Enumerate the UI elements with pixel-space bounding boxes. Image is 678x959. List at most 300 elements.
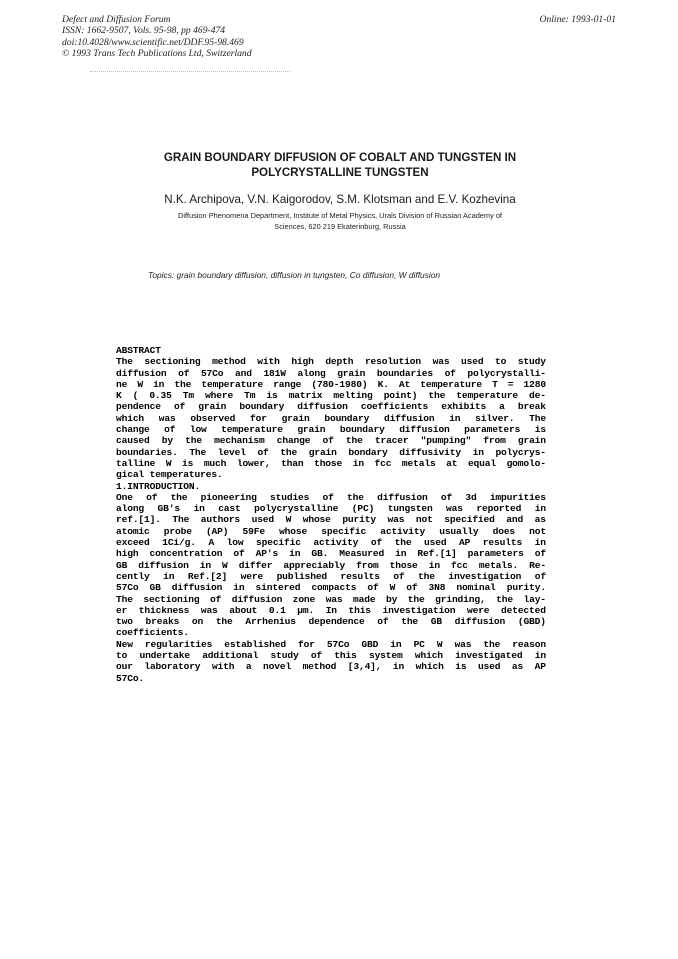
body-word: of bbox=[209, 593, 222, 605]
body-word: impurities bbox=[489, 491, 546, 503]
body-word: our bbox=[116, 661, 133, 673]
body-word: activity bbox=[380, 525, 426, 537]
body-word: as bbox=[534, 514, 546, 526]
body-word: not bbox=[415, 514, 433, 526]
body-word: of bbox=[322, 435, 334, 447]
body-word: Ref.[1] bbox=[417, 548, 457, 560]
body-word: the bbox=[280, 446, 298, 458]
body-word: metals. bbox=[478, 559, 519, 571]
body-word: of bbox=[377, 616, 389, 628]
body-word: study bbox=[517, 356, 546, 368]
body-word: of bbox=[146, 491, 158, 503]
body-word: along bbox=[297, 367, 326, 379]
body-word: the bbox=[418, 570, 435, 582]
body-word: Tm bbox=[182, 390, 195, 402]
body-word: in bbox=[153, 378, 165, 390]
body-word: coefficients bbox=[360, 401, 429, 413]
body-word: of bbox=[178, 367, 190, 379]
body-word: temperatures. bbox=[149, 469, 223, 481]
body-word: A bbox=[208, 537, 215, 549]
title-line: GRAIN BOUNDARY DIFFUSION OF COBALT AND TUNGSTEN IN bbox=[163, 151, 517, 164]
body-word: fcc bbox=[450, 559, 468, 571]
body-word: pendence bbox=[116, 401, 161, 413]
body-word: of bbox=[444, 367, 456, 379]
body-word: is bbox=[182, 457, 194, 469]
body-word: investigated bbox=[455, 650, 523, 662]
body-word: lower, bbox=[236, 457, 271, 469]
body-word: metals bbox=[401, 457, 436, 469]
body-word: in bbox=[534, 650, 546, 662]
body-word: high bbox=[291, 356, 314, 368]
body-line bbox=[116, 537, 546, 548]
body-word: fcc bbox=[374, 457, 392, 469]
body-line bbox=[116, 469, 546, 480]
body-word: 57Co bbox=[200, 367, 224, 379]
body-word: polycrystalli- bbox=[467, 367, 546, 379]
body-word: whose bbox=[302, 514, 331, 526]
body-word: diffusion bbox=[383, 412, 435, 424]
body-word: Arrhenius bbox=[245, 616, 296, 628]
scan-artifact bbox=[90, 71, 290, 76]
body-word: resolution bbox=[364, 356, 422, 368]
body-line bbox=[116, 492, 546, 503]
body-word: temperature bbox=[221, 424, 283, 436]
body-word: used bbox=[477, 661, 501, 673]
body-word: established bbox=[224, 638, 286, 650]
body-word: boundary bbox=[339, 424, 385, 436]
body-word: ne bbox=[116, 378, 128, 390]
body-word: by bbox=[161, 435, 174, 447]
body-word: of bbox=[534, 548, 546, 560]
body-word: Ref.[2] bbox=[187, 570, 228, 582]
body-word: 0.35 bbox=[149, 390, 172, 402]
body-word: were bbox=[240, 570, 264, 582]
body-word: 0.1 bbox=[268, 604, 286, 616]
body-line bbox=[116, 661, 546, 672]
body-word: W bbox=[137, 378, 143, 390]
body-word: level bbox=[217, 446, 246, 458]
topics-line: Topics: grain boundary diffusion, diffusion in tungsten, Co diffusion, W diffusion bbox=[148, 270, 441, 280]
body-word: of bbox=[534, 570, 546, 582]
body-word: ( bbox=[132, 390, 139, 402]
body-word: made bbox=[353, 593, 376, 605]
body-word: The bbox=[116, 593, 133, 605]
body-word: activity bbox=[313, 537, 359, 549]
body-word: W bbox=[436, 638, 443, 650]
body-word: compacts bbox=[311, 582, 357, 594]
body-word: with bbox=[211, 661, 235, 673]
body-word: the bbox=[401, 616, 419, 628]
body-line bbox=[116, 413, 546, 424]
body-word: gomolo- bbox=[506, 457, 546, 469]
body-word: of bbox=[310, 650, 323, 662]
body-word: the bbox=[428, 390, 446, 402]
body-word: investigation bbox=[382, 604, 456, 616]
body-word: boundaries bbox=[376, 367, 433, 379]
body-word: 57Co bbox=[326, 638, 350, 650]
body-word: thickness bbox=[138, 604, 190, 616]
body-word: polycrys- bbox=[495, 446, 546, 458]
body-line bbox=[116, 571, 546, 582]
body-word: along bbox=[116, 503, 145, 515]
body-word: GB bbox=[149, 582, 161, 594]
body-word: de- bbox=[529, 390, 546, 402]
body-word: sintered bbox=[255, 582, 301, 594]
body-word: method bbox=[212, 356, 246, 368]
body-word: was bbox=[325, 593, 343, 605]
body-line bbox=[116, 401, 546, 412]
body-word: by bbox=[386, 593, 398, 605]
affiliation-line: Diffusion Phenomena Department, Institute of Metal Physics, Urals Division of Russian Academy of bbox=[178, 211, 502, 220]
body-word: specific bbox=[321, 525, 367, 537]
body-word: usually bbox=[439, 525, 479, 537]
body-word: of bbox=[173, 401, 186, 413]
body-word: high bbox=[116, 548, 139, 560]
body-word: in bbox=[472, 446, 484, 458]
body-word: for bbox=[249, 412, 267, 424]
body-word: The bbox=[189, 446, 207, 458]
body-word: GB's bbox=[157, 503, 180, 515]
body-word: and bbox=[506, 514, 524, 526]
author-list: N.K. Archipova, V.N. Kaigorodov, S.M. Klotsman and E.V. Kozhevina bbox=[164, 193, 516, 206]
body-word: sectioning bbox=[144, 356, 201, 368]
body-word: zone bbox=[292, 593, 316, 605]
body-word: 1280 bbox=[523, 378, 546, 390]
body-word: were bbox=[466, 604, 490, 616]
body-word: the bbox=[345, 435, 363, 447]
copyright-line: © 1993 Trans Tech Publications Ltd, Switzerland bbox=[62, 48, 252, 60]
body-word: was bbox=[387, 514, 405, 526]
body-word: coefficients. bbox=[116, 627, 189, 639]
body-word: investigation bbox=[448, 570, 522, 582]
body-word: is bbox=[266, 390, 278, 402]
body-word: (PC) bbox=[351, 503, 375, 515]
body-word: "pumping" bbox=[420, 435, 472, 447]
body-word: Re- bbox=[529, 559, 546, 571]
body-word: specific bbox=[256, 537, 301, 549]
body-word: not bbox=[529, 525, 546, 537]
body-word: regularities bbox=[144, 638, 213, 650]
body-word: 59Fe bbox=[242, 525, 265, 537]
body-line bbox=[116, 639, 546, 650]
body-word: in bbox=[163, 570, 175, 582]
body-line bbox=[116, 447, 546, 458]
body-line bbox=[116, 390, 546, 401]
body-word: mechanism bbox=[214, 435, 265, 447]
body-word: the bbox=[483, 638, 501, 650]
body-word: K bbox=[116, 390, 122, 402]
body-word: polycrystalline bbox=[254, 503, 339, 515]
body-text bbox=[116, 345, 546, 684]
body-word: diffusivity bbox=[399, 446, 461, 458]
body-word: atomic bbox=[116, 525, 150, 537]
body-word: K. bbox=[377, 378, 389, 390]
body-word: of bbox=[322, 491, 334, 503]
body-word: study bbox=[270, 650, 299, 662]
body-word: diffusion bbox=[138, 559, 189, 571]
body-word: boundary bbox=[239, 401, 285, 413]
body-word: the bbox=[347, 491, 364, 503]
body-word: range bbox=[273, 378, 302, 390]
body-line bbox=[116, 379, 546, 390]
affiliation bbox=[118, 210, 562, 232]
body-word: low bbox=[226, 537, 244, 549]
online-date: Online: 1993-01-01 bbox=[539, 14, 616, 25]
body-word: 181W bbox=[263, 367, 286, 379]
body-word: in bbox=[395, 548, 407, 560]
body-word: of bbox=[393, 570, 405, 582]
body-word: of bbox=[370, 537, 383, 549]
body-word: PC bbox=[413, 638, 425, 650]
body-word: purity. bbox=[506, 582, 546, 594]
body-word: GB bbox=[430, 616, 442, 628]
body-word: purity bbox=[342, 514, 376, 526]
body-word: lay- bbox=[523, 593, 546, 605]
body-word: was bbox=[200, 604, 218, 616]
body-word: W bbox=[389, 582, 396, 594]
body-word: specified bbox=[444, 514, 495, 526]
body-word: reported bbox=[476, 503, 522, 515]
body-word: the bbox=[185, 435, 202, 447]
body-word: is bbox=[534, 424, 546, 436]
body-word: was bbox=[432, 356, 450, 368]
body-word: diffusion bbox=[171, 582, 223, 594]
body-word: for bbox=[298, 638, 315, 650]
body-word: at bbox=[446, 457, 458, 469]
issn-line: ISSN: 1662-9507, Vols. 95-98, pp 469-474 bbox=[62, 25, 226, 37]
body-word: of bbox=[406, 582, 418, 594]
body-word: in bbox=[199, 559, 211, 571]
body-word: in bbox=[352, 457, 364, 469]
body-word: was bbox=[158, 412, 176, 424]
body-word: grain bbox=[337, 367, 366, 379]
body-word: (780-1980) bbox=[311, 378, 368, 390]
body-word: point) bbox=[383, 390, 418, 402]
paper-title bbox=[110, 150, 570, 180]
body-word: the bbox=[174, 378, 192, 390]
journal-header bbox=[62, 14, 252, 60]
body-word: in bbox=[428, 559, 440, 571]
body-word: observed bbox=[190, 412, 236, 424]
body-word: One bbox=[116, 491, 133, 503]
affiliation-line: Sciences, 620 219 Ekaterinburg, Russia bbox=[274, 222, 406, 231]
body-word: novel bbox=[263, 661, 292, 673]
body-word: a bbox=[499, 401, 505, 413]
body-word: diffusion bbox=[454, 616, 506, 628]
body-word: boundaries. bbox=[116, 446, 178, 458]
body-line bbox=[116, 627, 546, 638]
title-line: POLYCRYSTALLINE TUNGSTEN bbox=[251, 166, 429, 179]
body-word: grain bbox=[517, 435, 546, 447]
body-word: does bbox=[492, 525, 516, 537]
body-word: grinding, bbox=[435, 593, 486, 605]
body-word: as bbox=[511, 661, 524, 673]
body-word: in bbox=[534, 503, 546, 515]
body-word: this bbox=[334, 650, 357, 662]
body-word: GB. bbox=[311, 548, 329, 560]
body-word: cast bbox=[218, 503, 241, 515]
body-word: 1Ci/g. bbox=[162, 537, 196, 549]
body-word: is bbox=[455, 661, 467, 673]
body-word: New bbox=[116, 638, 133, 650]
body-word: (AP) bbox=[205, 525, 229, 537]
body-word: of bbox=[440, 491, 453, 503]
body-word: whose bbox=[279, 525, 308, 537]
body-word: than bbox=[281, 457, 304, 469]
body-line bbox=[116, 616, 546, 627]
body-word: The bbox=[116, 356, 133, 368]
body-word: melting bbox=[333, 390, 373, 402]
body-word: a bbox=[245, 661, 252, 673]
body-word: temperature bbox=[201, 378, 264, 390]
body-word: to bbox=[116, 650, 128, 662]
body-word: The bbox=[529, 412, 546, 424]
body-word: method bbox=[302, 661, 337, 673]
body-word: from bbox=[483, 435, 506, 447]
body-word: published bbox=[276, 570, 328, 582]
body-word: parameters bbox=[467, 548, 524, 560]
body-word: grain bbox=[198, 401, 227, 413]
body-word: matrix bbox=[288, 390, 323, 402]
body-word: boundary bbox=[324, 412, 370, 424]
body-word: grain bbox=[297, 424, 326, 436]
body-word: W bbox=[222, 559, 228, 571]
body-line bbox=[116, 514, 546, 525]
body-word: diffusion bbox=[297, 401, 348, 413]
body-line bbox=[116, 526, 546, 537]
body-word: dependence bbox=[308, 616, 365, 628]
body-word: was bbox=[446, 503, 463, 515]
body-word: change bbox=[276, 435, 311, 447]
body-word: exhibits bbox=[441, 401, 487, 413]
body-word: 1.INTRODUCTION. bbox=[116, 480, 201, 492]
journal-name: Defect and Diffusion Forum bbox=[62, 14, 171, 25]
body-word: those bbox=[389, 559, 418, 571]
body-word: differ bbox=[238, 559, 273, 571]
body-word: reason bbox=[512, 638, 546, 650]
body-word: diffusion bbox=[399, 424, 450, 436]
body-word: in bbox=[392, 661, 405, 673]
body-word: (GBD) bbox=[517, 616, 546, 628]
body-word: undertake bbox=[139, 650, 190, 662]
body-word: break bbox=[517, 401, 546, 413]
body-word: 57Co bbox=[116, 582, 139, 594]
body-word: tracer bbox=[374, 435, 409, 447]
body-word: W bbox=[285, 514, 292, 526]
body-line bbox=[116, 424, 546, 435]
body-word: probe bbox=[163, 525, 192, 537]
body-word: of bbox=[164, 424, 176, 436]
body-word: change bbox=[116, 424, 150, 436]
body-word: about bbox=[229, 604, 258, 616]
body-word: At bbox=[398, 378, 411, 390]
body-word: detected bbox=[501, 604, 546, 616]
body-word: in bbox=[449, 412, 461, 424]
body-word: er bbox=[116, 604, 128, 616]
body-line bbox=[116, 481, 546, 492]
body-line bbox=[116, 548, 546, 559]
body-word: laboratory bbox=[144, 661, 201, 673]
body-word: two bbox=[116, 616, 133, 628]
body-word: the bbox=[215, 616, 233, 628]
body-word: exceed bbox=[116, 537, 150, 549]
body-line bbox=[116, 345, 546, 356]
body-word: AP's bbox=[255, 548, 279, 560]
body-line bbox=[116, 560, 546, 571]
body-word: grain bbox=[308, 446, 337, 458]
body-word: gical bbox=[116, 469, 150, 481]
body-line bbox=[116, 582, 546, 593]
body-word: µm. bbox=[297, 604, 315, 616]
body-word: W bbox=[165, 457, 172, 469]
body-line bbox=[116, 673, 546, 684]
body-word: Tm bbox=[244, 390, 256, 402]
body-word: in bbox=[193, 503, 205, 515]
body-word: which bbox=[414, 650, 443, 662]
body-word: T bbox=[492, 378, 498, 390]
body-word: of bbox=[233, 548, 245, 560]
body-word: authors bbox=[200, 514, 241, 526]
body-line bbox=[116, 650, 546, 661]
body-word: diffusion bbox=[377, 491, 428, 503]
body-word: to bbox=[495, 356, 507, 368]
body-word: which bbox=[415, 661, 444, 673]
body-word: with bbox=[257, 356, 280, 368]
body-word: cently bbox=[116, 570, 150, 582]
body-word: results bbox=[482, 537, 523, 549]
body-word: breaks bbox=[145, 616, 180, 628]
body-word: [3,4], bbox=[347, 661, 382, 673]
body-word: parameters bbox=[464, 424, 521, 436]
body-word: the bbox=[394, 537, 412, 549]
body-word: which bbox=[116, 412, 145, 424]
body-word: GB bbox=[116, 559, 128, 571]
body-word: used bbox=[251, 514, 275, 526]
body-word: The bbox=[172, 514, 190, 526]
body-line bbox=[116, 605, 546, 616]
body-word: concentration bbox=[149, 548, 223, 560]
body-line bbox=[116, 435, 546, 446]
body-word: sectioning bbox=[143, 593, 200, 605]
body-word: ref.[1]. bbox=[116, 514, 161, 526]
body-word: where bbox=[205, 390, 234, 402]
body-word: on bbox=[191, 616, 204, 628]
body-line bbox=[116, 594, 546, 605]
body-word: was bbox=[454, 638, 472, 650]
body-word: temperature bbox=[420, 378, 482, 390]
body-word: 3d bbox=[465, 491, 477, 503]
body-word: and bbox=[235, 367, 252, 379]
body-word: the bbox=[496, 593, 513, 605]
body-word: caused bbox=[116, 435, 150, 447]
body-word: ABSTRACT bbox=[116, 345, 161, 356]
body-word: in bbox=[289, 548, 301, 560]
body-line bbox=[116, 503, 546, 514]
body-word: in bbox=[534, 537, 546, 549]
body-word: the bbox=[407, 593, 425, 605]
body-word: talline bbox=[116, 457, 156, 469]
body-line bbox=[116, 458, 546, 469]
body-word: used bbox=[424, 537, 447, 549]
body-word: those bbox=[314, 457, 343, 469]
body-line bbox=[116, 368, 546, 379]
body-word: AP bbox=[534, 661, 546, 673]
body-word: of bbox=[257, 446, 269, 458]
body-word: system bbox=[368, 650, 403, 662]
body-word: results bbox=[340, 570, 380, 582]
body-word: of bbox=[367, 582, 379, 594]
body-word: pioneering bbox=[200, 491, 257, 503]
